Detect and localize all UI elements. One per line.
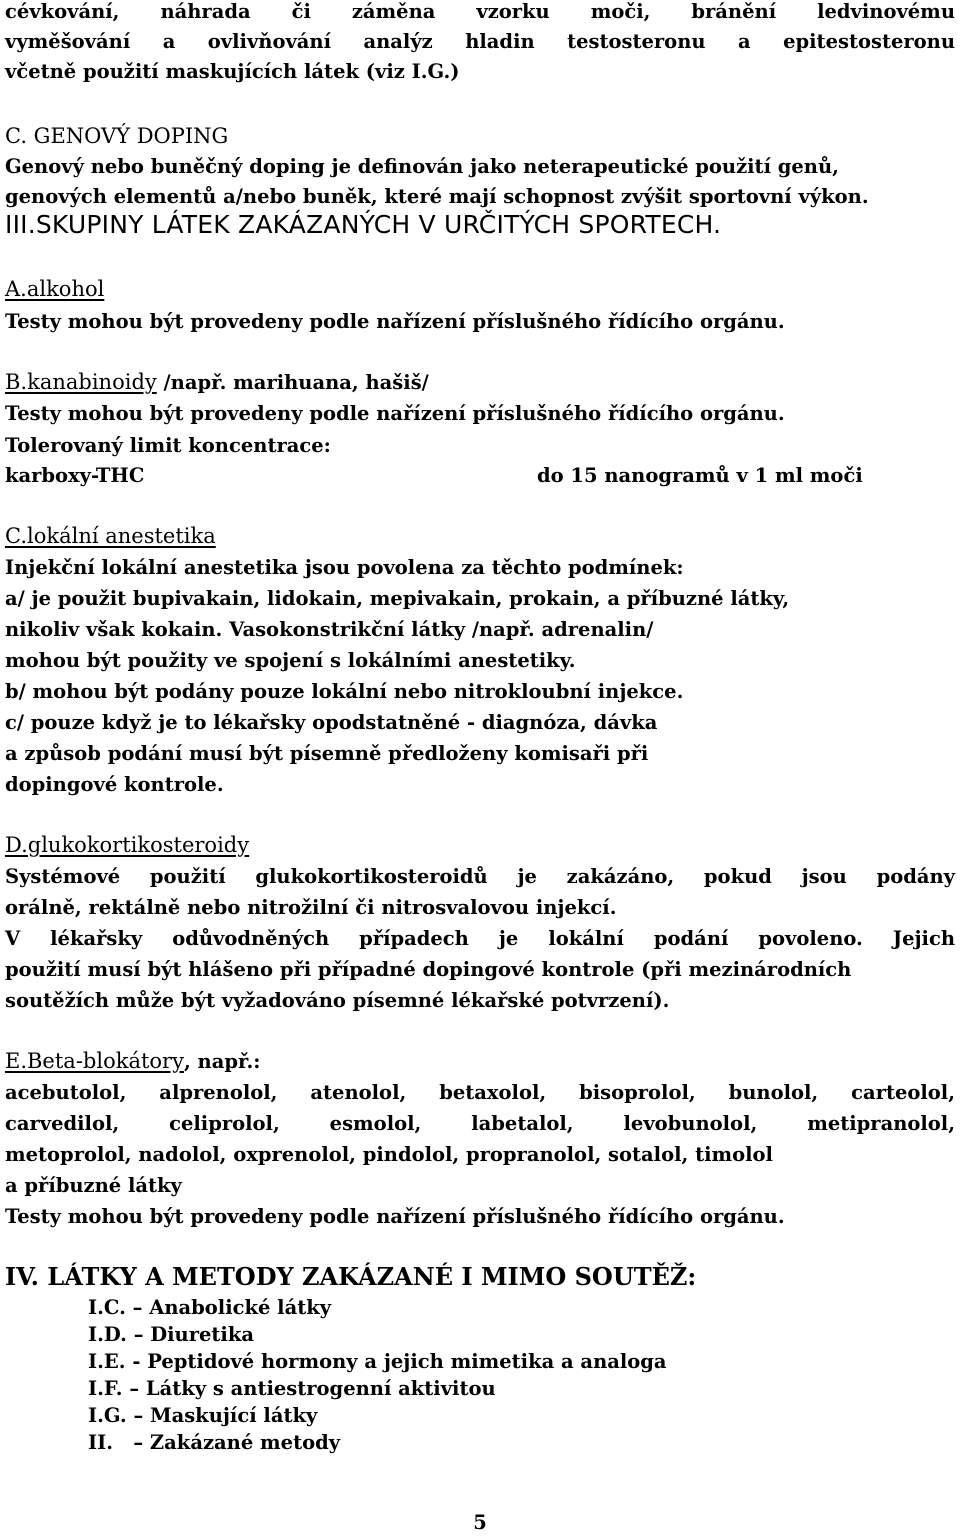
list-item: I.G. – Maskující látky — [88, 1404, 318, 1427]
paragraph-line: V lékařsky odůvodněných případech je lokální podání povoleno. Jejich — [5, 927, 955, 950]
subsection-title-glukokortikosteroidy: D.glukokortikosteroidy — [5, 833, 250, 857]
paragraph-line: Testy mohou být provedeny podle nařízení příslušného řídícího orgánu. — [5, 1205, 785, 1228]
subsection-title-extra: /např. marihuana, hašiš/ — [156, 371, 429, 394]
limit-substance: karboxy-THC — [5, 464, 145, 487]
list-item: I.D. – Diuretika — [88, 1323, 254, 1346]
subsection-title-text: E.Beta-blokátory — [5, 1049, 184, 1073]
paragraph-line: genových elementů a/nebo buněk, které mají schopnost zvýšit sportovní výkon. — [5, 185, 869, 208]
section-heading-genovy-doping: C. GENOVÝ DOPING — [5, 124, 229, 148]
list-item: II. – Zakázané metody — [88, 1431, 341, 1454]
paragraph-line: cévkování, náhrada či záměna vzorku moči, bránění ledvinovému — [5, 0, 955, 23]
paragraph-line: c/ pouze když je to lékařsky opodstatněné - diagnóza, dávka — [5, 711, 658, 734]
paragraph-line: metoprolol, nadolol, oxprenolol, pindolol, propranolol, sotalol, timolol — [5, 1143, 773, 1166]
section-heading-iii: III.SKUPINY LÁTEK ZAKÁZANÝCH V URČITÝCH SPORTECH. — [5, 210, 722, 239]
list-item: I.E. - Peptidové hormony a jejich mimetika a analoga — [88, 1350, 667, 1373]
subsection-title-lokalni-anestetika: C.lokální anestetika — [5, 524, 216, 548]
paragraph-line: carvedilol, celiprolol, esmolol, labetalol, levobunolol, metipranolol, — [5, 1112, 955, 1135]
paragraph-line: použití musí být hlášeno při případné dopingové kontrole (při mezinárodních — [5, 958, 852, 981]
paragraph-line: včetně použití maskujících látek (viz I.G.) — [5, 60, 460, 83]
paragraph-line: soutěžích může být vyžadováno písemné lékařské potvrzení). — [5, 989, 670, 1012]
paragraph-line: b/ mohou být podány pouze lokální nebo nitrokloubní injekce. — [5, 680, 684, 703]
paragraph-line: dopingové kontrole. — [5, 773, 224, 796]
paragraph-line: mohou být použity ve spojení s lokálními anestetiky. — [5, 649, 576, 672]
page-number: 5 — [473, 1511, 487, 1534]
subsection-title-extra: , např.: — [183, 1050, 261, 1073]
paragraph-line: a způsob podání musí být písemně předloženy komisaři při — [5, 742, 649, 765]
subsection-title-kanabinoidy — [5, 370, 429, 395]
paragraph-line: Genový nebo buněčný doping je definován jako neterapeutické použití genů, — [5, 155, 839, 178]
paragraph-line: a příbuzné látky — [5, 1174, 182, 1197]
paragraph-line: vyměšování a ovlivňování analýz hladin testosteronu a epitestosteronu — [5, 30, 955, 53]
paragraph-line: Testy mohou být provedeny podle nařízení příslušného řídícího orgánu. — [5, 402, 785, 425]
paragraph-line: nikoliv však kokain. Vasokonstrikční látky /např. adrenalin/ — [5, 618, 654, 641]
paragraph-line: Systémové použití glukokortikosteroidů je zakázáno, pokud jsou podány — [5, 865, 955, 888]
paragraph-line: a/ je použit bupivakain, lidokain, mepivakain, prokain, a příbuzné látky, — [5, 587, 790, 610]
paragraph-line: Injekční lokální anestetika jsou povolena za těchto podmínek: — [5, 556, 684, 579]
limit-value: do 15 nanogramů v 1 ml moči — [537, 464, 863, 487]
section-heading-iv: IV. LÁTKY A METODY ZAKÁZANÉ I MIMO SOUTĚŽ: — [5, 1262, 697, 1291]
subsection-title-beta-blokatory — [5, 1049, 260, 1074]
subsection-title-text: B.kanabinoidy — [5, 370, 157, 394]
paragraph-line: acebutolol, alprenolol, atenolol, betaxolol, bisoprolol, bunolol, carteolol, — [5, 1081, 955, 1104]
list-item: I.C. – Anabolické látky — [88, 1296, 332, 1319]
list-item: I.F. – Látky s antiestrogenní aktivitou — [88, 1377, 496, 1400]
paragraph-line: Testy mohou být provedeny podle nařízení příslušného řídícího orgánu. — [5, 310, 785, 333]
subsection-title-alkohol: A.alkohol — [5, 277, 105, 301]
paragraph-line: Tolerovaný limit koncentrace: — [5, 434, 331, 457]
paragraph-line: orálně, rektálně nebo nitrožilní či nitrosvalovou injekcí. — [5, 896, 617, 919]
